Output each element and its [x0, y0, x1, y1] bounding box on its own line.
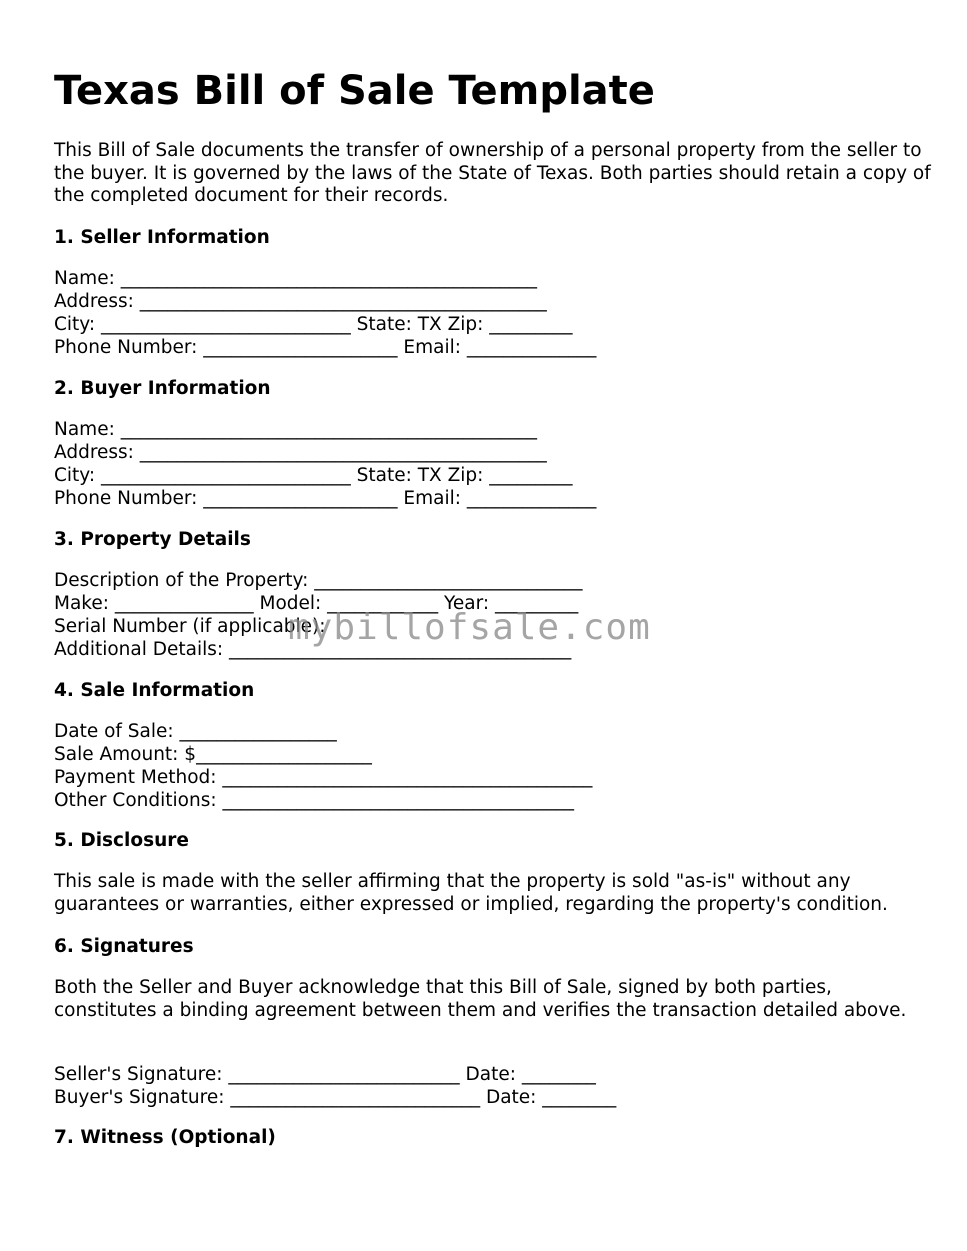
sale-amount-field[interactable]: Sale Amount: $___________________	[54, 744, 372, 765]
intro-paragraph: This Bill of Sale documents the transfer of ownership of a personal property from the seller to the buyer. It is governed by the laws of the State of Texas. Both parties should retain a copy of the completed document for their records.	[54, 140, 931, 207]
signatures-section-heading: 6. Signatures	[54, 936, 194, 957]
property-description-field[interactable]: Description of the Property: _____________________________	[54, 570, 583, 591]
seller-section-heading: 1. Seller Information	[54, 227, 270, 248]
property-section-heading: 3. Property Details	[54, 529, 251, 550]
sale-payment-method-field[interactable]: Payment Method: ________________________________________	[54, 767, 593, 788]
disclosure-paragraph: This sale is made with the seller affirming that the property is sold "as-is" without any guarantees or warranties, either expressed or implied, regarding the property's condition.	[54, 871, 888, 915]
disclosure-section-heading: 5. Disclosure	[54, 830, 189, 851]
buyer-section-heading: 2. Buyer Information	[54, 378, 271, 399]
seller-address-field[interactable]: Address: ____________________________________________	[54, 291, 547, 312]
witness-section-heading: 7. Witness (Optional)	[54, 1127, 276, 1148]
page-title: Texas Bill of Sale Template	[54, 68, 655, 114]
sale-section-heading: 4. Sale Information	[54, 680, 255, 701]
buyer-signature-field[interactable]: Buyer's Signature: ___________________________ Date: ________	[54, 1087, 617, 1108]
buyer-phone-email-field[interactable]: Phone Number: _____________________ Email: ______________	[54, 488, 597, 509]
watermark-logo: mybillofsale.com	[288, 607, 651, 648]
buyer-city-state-zip-field[interactable]: City: ___________________________ State: TX Zip: _________	[54, 465, 573, 486]
sale-date-field[interactable]: Date of Sale: _________________	[54, 721, 337, 742]
property-additional-field[interactable]: Additional Details: _____________________________________	[54, 639, 572, 660]
buyer-name-field[interactable]: Name: _____________________________________________	[54, 419, 537, 440]
seller-city-state-zip-field[interactable]: City: ___________________________ State: TX Zip: _________	[54, 314, 573, 335]
property-make-model-year-field[interactable]: Make: _______________ Model: ____________ Year: _________	[54, 593, 579, 614]
signatures-paragraph: Both the Seller and Buyer acknowledge that this Bill of Sale, signed by both parties, constitutes a binding agreement between them and verifies the transaction detailed above.	[54, 977, 907, 1021]
seller-phone-email-field[interactable]: Phone Number: _____________________ Email: ______________	[54, 337, 597, 358]
seller-signature-field[interactable]: Seller's Signature: _________________________ Date: ________	[54, 1064, 596, 1085]
sale-other-conditions-field[interactable]: Other Conditions: ______________________________________	[54, 790, 574, 811]
seller-name-field[interactable]: Name: _____________________________________________	[54, 268, 537, 289]
property-serial-field[interactable]: Serial Number (if applicable):	[54, 616, 326, 637]
buyer-address-field[interactable]: Address: ____________________________________________	[54, 442, 547, 463]
